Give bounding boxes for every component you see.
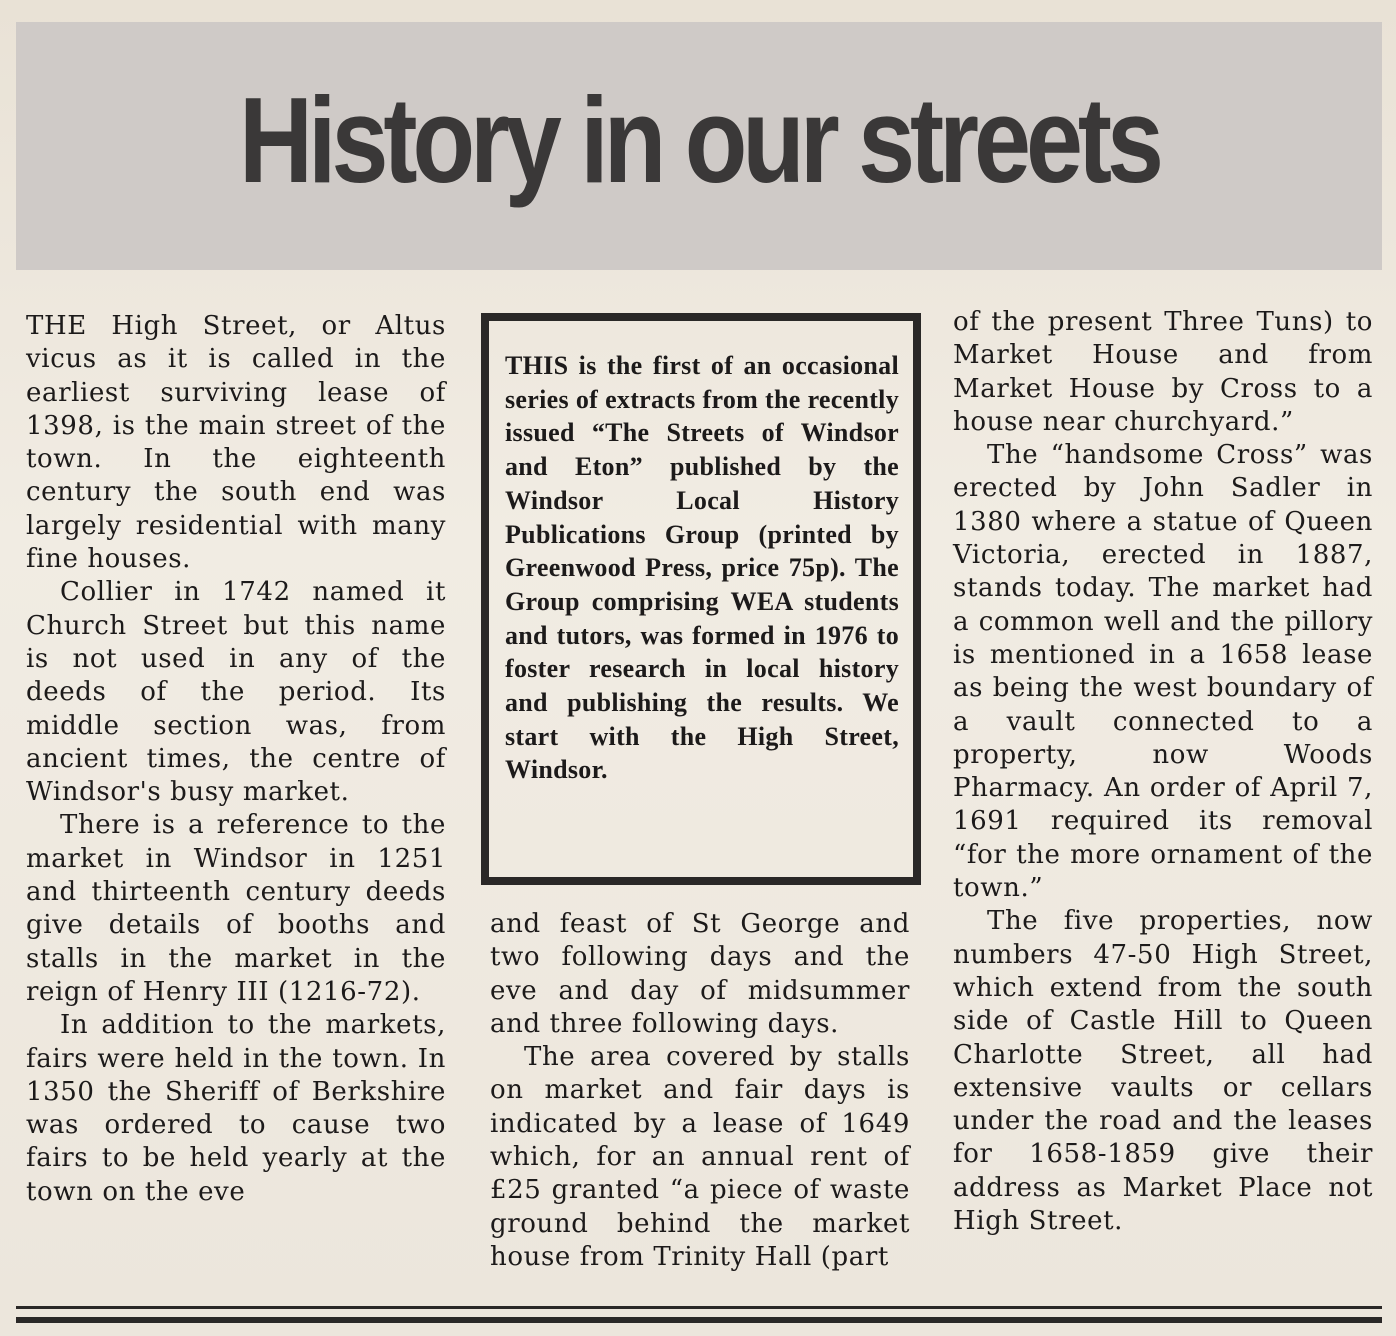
- editor-note-text: THIS is the first of an occasional series of extracts from the recently issued “The Streets of Windsor and Eton” published by the Windsor Local History Publications Group (printed by Greenwood Press, price 75p). The Group comprising WEA students and tutors, was formed in 1976 to foster research in local history and publishing the results. We start with the High Street, Windsor.: [505, 351, 899, 785]
- paragraph: There is a reference to the market in Windsor in 1251 and thirteenth century deeds give details of booths and stalls in the market in the reign of Henry III (1216-72).: [26, 810, 446, 1007]
- paragraph: The five properties, now numbers 47-50 High Street, which extend from the south side of Castle Hill to Queen Charlotte Street, all had extensive vaults or cellars under the road and the leases for 1658-1859 give their address as Market Place not High Street.: [953, 906, 1373, 1237]
- article-column-2: [490, 908, 910, 1274]
- paragraph: The “handsome Cross” was erected by John Sadler in 1380 where a statue of Queen Victoria, erected in 1887, stands today. The market had a common well and the pillory is mentioned in a 1658 lease as being the west boundary of a vault connected to a property, now Woods Pharmacy. An order of April 7, 1691 required its removal “for the more ornament of the town.”: [953, 440, 1373, 904]
- divider-rule: [16, 1317, 1382, 1323]
- editor-note-box: [481, 313, 921, 885]
- paragraph: THE High Street, or Altus vicus as it is called in the earliest surviving lease of 1398, is the main street of the town. In the eighteenth century the south end was largely residential with many fine houses.: [26, 311, 446, 575]
- paragraph: of the present Three Tuns) to Market House and from Market House by Cross to a house near churchyard.”: [953, 307, 1373, 437]
- paragraph: In addition to the markets, fairs were held in the town. In 1350 the Sheriff of Berkshire was ordered to cause two fairs to be held yearly at the town on the eve: [26, 1010, 446, 1207]
- article-column-1: [26, 310, 446, 1209]
- divider-rule: [16, 1306, 1382, 1309]
- headline: History in our streets: [239, 72, 1159, 208]
- paragraph: The area covered by stalls on market and fair days is indicated by a lease of 1649 which, for an annual rent of £25 granted “a piece of waste ground behind the market house from Trinity Hall (part: [490, 1042, 910, 1272]
- paragraph: Collier in 1742 named it Church Street but this name is not used in any of the deeds of the period. Its middle section was, from ancient times, the centre of Windsor's busy market.: [26, 577, 446, 808]
- article-column-3: [953, 306, 1373, 1238]
- paragraph: and feast of St George and two following days and the eve and day of midsummer and three following days.: [490, 909, 910, 1039]
